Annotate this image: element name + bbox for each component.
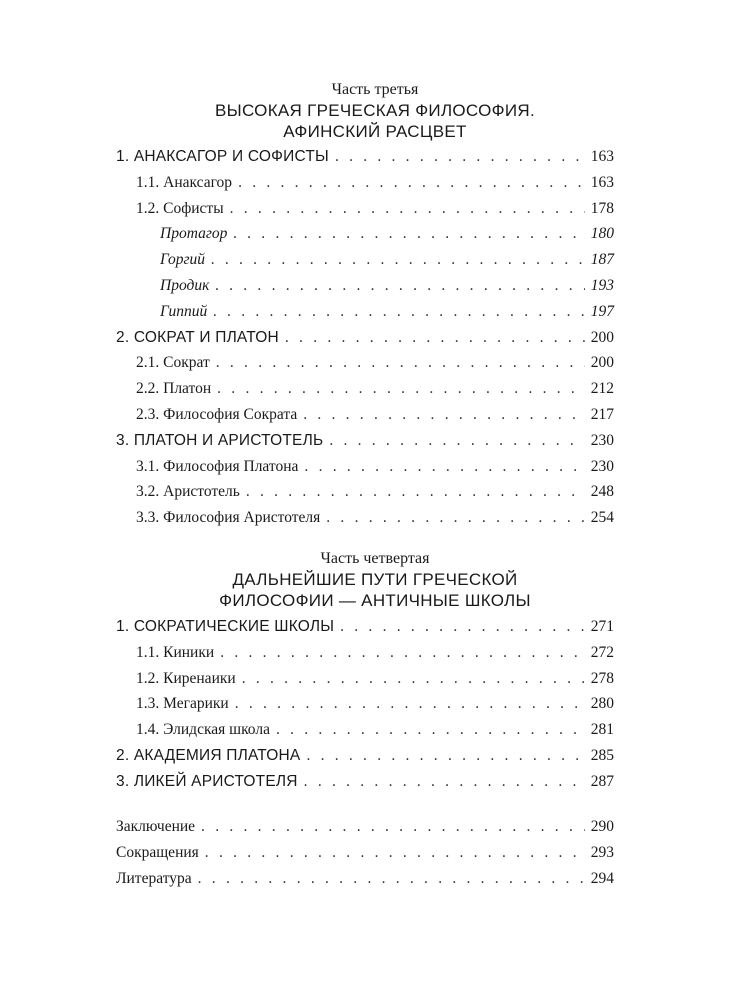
- toc-entry-section[interactable]: [116, 458, 614, 484]
- dot-leader: [326, 509, 584, 527]
- toc-entry-section[interactable]: [116, 200, 614, 226]
- dot-leader: [285, 329, 585, 347]
- toc-entry-page: 248: [590, 483, 614, 501]
- toc-entry-title: 2.1. Сократ: [136, 354, 210, 372]
- toc-entry-chapter[interactable]: [116, 773, 614, 799]
- dot-leader: [220, 644, 585, 662]
- toc-entry-title: 1.3. Мегарики: [136, 695, 229, 713]
- toc-entry-title: 1.4. Элидская школа: [136, 721, 270, 739]
- toc-entry-title: 1.2. Софисты: [136, 199, 224, 217]
- toc-entry-section[interactable]: [116, 483, 614, 509]
- toc-entry-sub[interactable]: [116, 251, 614, 277]
- toc-entry-section[interactable]: [116, 509, 614, 535]
- toc-entry-page: 278: [590, 669, 614, 687]
- toc-entry-back[interactable]: [116, 818, 614, 844]
- part-label: Часть третья: [331, 81, 419, 98]
- dot-leader: [201, 818, 585, 836]
- dot-leader: [235, 695, 585, 713]
- toc-entry-chapter[interactable]: [116, 432, 614, 458]
- toc-entry-section[interactable]: [116, 380, 614, 406]
- toc-entry-title: 3.3. Философия Аристотеля: [136, 509, 321, 527]
- toc-entry-title: Литература: [116, 869, 192, 887]
- dot-leader: [246, 483, 585, 501]
- toc-entry-page: 230: [590, 431, 614, 449]
- toc-entry-section[interactable]: [116, 354, 614, 380]
- toc-entry-page: 285: [590, 746, 614, 764]
- toc-entry-page: 230: [590, 457, 614, 475]
- dot-leader: [230, 200, 585, 218]
- toc-entry-page: 197: [590, 302, 614, 320]
- toc-entry-title: 2. СОКРАТ И ПЛАТОН: [116, 328, 279, 346]
- part-title-line: ДАЛЬНЕЙШИЕ ПУТИ ГРЕЧЕСКОЙ: [232, 570, 518, 589]
- toc-entry-title: 2.2. Платон: [136, 380, 212, 398]
- dot-leader: [211, 251, 585, 269]
- toc-entry-sub[interactable]: [116, 277, 614, 303]
- toc-entry-title: 1.1. Киники: [136, 643, 215, 661]
- toc-entry-page: 200: [590, 328, 614, 346]
- dot-leader: [340, 618, 585, 636]
- toc-entry-page: 212: [590, 380, 614, 398]
- toc-entry-title: 1. АНАКСАГОР И СОФИСТЫ: [116, 148, 329, 165]
- toc-entry-title: Горгий: [160, 251, 206, 269]
- toc-entry-section[interactable]: [116, 695, 614, 721]
- part-four-heading: [100, 549, 650, 611]
- dot-leader: [213, 303, 584, 321]
- toc-entry-back[interactable]: [116, 844, 614, 870]
- toc-entry-title: 2. АКАДЕМИЯ ПЛАТОНА: [116, 746, 301, 764]
- toc-entry-page: 193: [590, 276, 614, 294]
- toc-part-three: [116, 148, 614, 535]
- part-label: Часть четвертая: [320, 550, 430, 567]
- toc-entry-section[interactable]: [116, 174, 614, 200]
- part-three-heading: [100, 80, 650, 142]
- toc-entry-title: 2.3. Философия Сократа: [136, 405, 298, 423]
- toc-entry-page: 178: [590, 199, 614, 217]
- toc-entry-title: 3. ПЛАТОН И АРИСТОТЕЛЬ: [116, 431, 324, 449]
- toc-entry-page: 271: [590, 618, 614, 635]
- toc-entry-title: 1. СОКРАТИЧЕСКИЕ ШКОЛЫ: [116, 618, 335, 635]
- dot-leader: [335, 148, 585, 166]
- toc-entry-title: 3. ЛИКЕЙ АРИСТОТЕЛЯ: [116, 772, 298, 790]
- toc-entry-page: 217: [590, 405, 614, 423]
- dot-leader: [306, 747, 584, 765]
- toc-entry-sub[interactable]: [116, 303, 614, 329]
- toc-entry-page: 163: [590, 173, 614, 191]
- toc-entry-sub[interactable]: [116, 225, 614, 251]
- part-title-line: ВЫСОКАЯ ГРЕЧЕСКАЯ ФИЛОСОФИЯ.: [214, 101, 536, 120]
- toc-entry-page: 281: [590, 721, 614, 739]
- dot-leader: [233, 225, 584, 243]
- toc-entry-section[interactable]: [116, 670, 614, 696]
- dot-leader: [304, 458, 584, 476]
- toc-entry-title: Гиппий: [160, 302, 208, 320]
- dot-leader: [205, 844, 585, 862]
- toc-entry-chapter[interactable]: [116, 329, 614, 355]
- toc-entry-title: 1.2. Киренаики: [136, 669, 236, 687]
- toc-entry-page: 287: [590, 772, 614, 790]
- toc-entry-title: Сокращения: [116, 843, 199, 861]
- toc-entry-page: 280: [590, 695, 614, 713]
- toc-entry-section[interactable]: [116, 644, 614, 670]
- toc-entry-page: 272: [590, 643, 614, 661]
- toc-entry-page: 293: [590, 843, 614, 861]
- toc-entry-chapter[interactable]: [116, 618, 614, 644]
- toc-entry-section[interactable]: [116, 721, 614, 747]
- dot-leader: [329, 432, 584, 450]
- toc-entry-section[interactable]: [116, 406, 614, 432]
- toc-entry-back[interactable]: [116, 870, 614, 896]
- dot-leader: [217, 380, 585, 398]
- toc-entry-chapter[interactable]: [116, 747, 614, 773]
- toc-entry-title: 3.1. Философия Платона: [136, 457, 299, 475]
- dot-leader: [238, 174, 585, 192]
- toc-entry-page: 294: [590, 869, 614, 887]
- toc-entry-page: 180: [590, 225, 614, 243]
- toc-entry-page: 187: [590, 251, 614, 269]
- toc-entry-title: Заключение: [116, 818, 196, 835]
- toc-entry-title: 1.1. Анаксагор: [136, 173, 233, 191]
- toc-entry-title: Продик: [160, 276, 210, 294]
- dot-leader: [242, 670, 585, 688]
- toc-entry-title: Протагор: [160, 225, 228, 243]
- dot-leader: [304, 773, 585, 791]
- dot-leader: [276, 721, 585, 739]
- toc-entry-page: 254: [590, 509, 614, 527]
- part-title-line: ФИЛОСОФИИ — АНТИЧНЫЕ ШКОЛЫ: [219, 591, 531, 610]
- dot-leader: [303, 406, 585, 424]
- toc-entry-page: 163: [590, 148, 614, 165]
- dot-leader: [216, 354, 585, 372]
- toc-entry-chapter[interactable]: [116, 148, 614, 174]
- toc-entry-page: 290: [590, 818, 614, 835]
- part-title-line: АФИНСКИЙ РАСЦВЕТ: [283, 122, 467, 141]
- dot-leader: [198, 870, 585, 888]
- toc-back-matter: [116, 818, 614, 895]
- dot-leader: [215, 277, 584, 295]
- toc-part-four: [116, 618, 614, 799]
- toc-entry-page: 200: [590, 354, 614, 372]
- toc-entry-title: 3.2. Аристотель: [136, 483, 240, 501]
